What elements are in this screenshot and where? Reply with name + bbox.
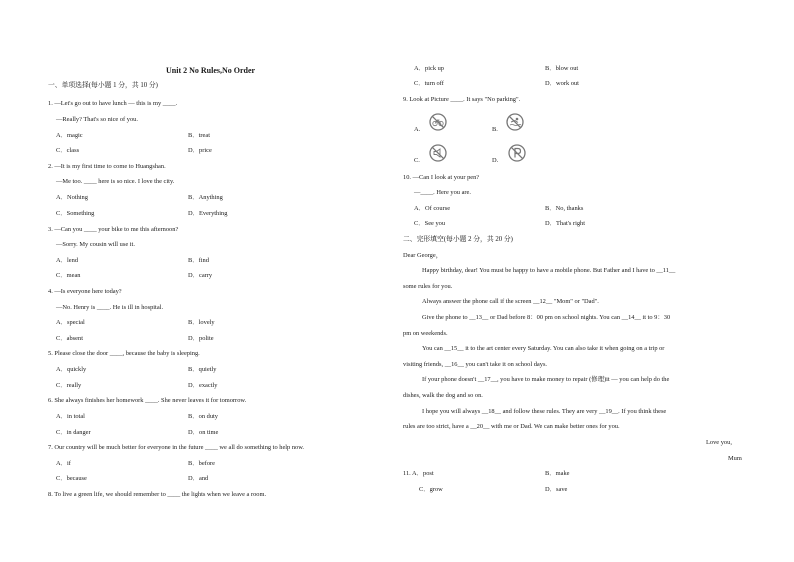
passage-line: dishes, walk the dog and so on.: [403, 392, 483, 399]
q10-option-b[interactable]: B．No, thanks: [545, 205, 584, 212]
no-horn-icon: [429, 144, 447, 162]
q2-reply: —Me too. ____ here is so nice. I love the city.: [56, 178, 175, 185]
q10-stem: 10. —Can I look at your pen?: [403, 174, 480, 181]
passage-line: Always answer the phone call if the screen __12__ "Mom" or "Dad".: [422, 298, 599, 305]
q4-option-a[interactable]: A．special: [56, 319, 85, 326]
q3-reply: —Sorry. My cousin will use it.: [56, 241, 135, 248]
q6-option-d[interactable]: D．on time: [188, 429, 219, 436]
q11-option-c[interactable]: C．grow: [419, 486, 443, 493]
q8-option-a[interactable]: A．pick up: [414, 65, 444, 72]
right-column: [400, 0, 790, 562]
q8-option-b[interactable]: B．blow out: [545, 65, 579, 72]
q7-option-c[interactable]: C．because: [56, 475, 87, 482]
passage-line: rules are too strict, have a __20__ with me or Dad. We can make better ones for you.: [403, 423, 620, 430]
q8-option-c[interactable]: C．turn off: [414, 80, 444, 87]
letter-closing: Love you,: [706, 439, 732, 446]
q1-stem: 1. —Let's go out to have lunch — this is my ____.: [48, 100, 178, 107]
q6-stem: 6. She always finishes her homework ____. She never leaves it for tomorrow.: [48, 397, 247, 404]
q11-option-b[interactable]: B．make: [545, 470, 570, 477]
q3-option-d[interactable]: D．carry: [188, 272, 213, 279]
q5-option-d[interactable]: D．exactly: [188, 382, 218, 389]
q1-option-a[interactable]: A．magic: [56, 132, 83, 139]
q4-option-d[interactable]: D．polite: [188, 335, 214, 342]
q4-stem: 4. —Is everyone here today?: [48, 288, 122, 295]
passage-line: visiting friends, __16__ you can't take it on school days.: [403, 361, 548, 368]
no-bicycle-icon: [429, 113, 447, 131]
q2-option-d[interactable]: D．Everything: [188, 210, 228, 217]
q10-option-c[interactable]: C．See you: [414, 220, 446, 227]
q8-stem: 8. To live a green life, we should remember to ____ the lights when we leave a room.: [48, 491, 267, 498]
left-column: [0, 0, 390, 562]
q4-option-b[interactable]: B．lovely: [188, 319, 215, 326]
q6-option-b[interactable]: B．on duty: [188, 413, 219, 420]
q7-option-b[interactable]: B．before: [188, 460, 215, 467]
q2-stem: 2. —It is my first time to come to Huangshan.: [48, 163, 166, 170]
passage-line: pm on weekends.: [403, 330, 448, 337]
q9-option-a[interactable]: A.: [414, 126, 421, 133]
q9-option-d[interactable]: D.: [492, 157, 499, 164]
q11-option-d[interactable]: D．save: [545, 486, 568, 493]
q3-option-b[interactable]: B．find: [188, 257, 209, 264]
q3-option-c[interactable]: C．mean: [56, 272, 81, 279]
q3-option-a[interactable]: A．lend: [56, 257, 79, 264]
q9-option-b[interactable]: B.: [492, 126, 498, 133]
q5-stem: 5. Please close the door ____, because the baby is sleeping.: [48, 350, 200, 357]
q5-option-a[interactable]: A．quickly: [56, 366, 87, 373]
q10-option-d[interactable]: D．That's right: [545, 220, 586, 227]
q1-option-d[interactable]: D．price: [188, 147, 212, 154]
page-title: Unit 2 No Rules,No Order: [166, 66, 256, 75]
q7-option-a[interactable]: A．if: [56, 460, 71, 467]
q1-option-c[interactable]: C．class: [56, 147, 80, 154]
q5-option-c[interactable]: C．really: [56, 382, 82, 389]
q7-stem: 7. Our country will be much better for everyone in the future ____ we all do something to help now.: [48, 444, 305, 451]
letter-greeting: Dear George，: [403, 252, 443, 259]
section-heading-1: 一、单项选择(每小题 1 分，共 10 分): [48, 82, 158, 89]
q6-option-a[interactable]: A．in total: [56, 413, 85, 420]
q5-option-b[interactable]: B．quietly: [188, 366, 217, 373]
q11-option-a[interactable]: 11. A．post: [403, 470, 434, 477]
q2-option-c[interactable]: C．Something: [56, 210, 95, 217]
q9-option-c[interactable]: C.: [414, 157, 420, 164]
q4-option-c[interactable]: C．absent: [56, 335, 83, 342]
q1-option-b[interactable]: B．treat: [188, 132, 211, 139]
q2-option-b[interactable]: B．Anything: [188, 194, 223, 201]
passage-line: If your phone doesn't __17__, you have to make money to repair (修理)it — you can help do the: [422, 376, 670, 383]
passage-line: Happy birthday, dear! You must be happy to have a mobile phone. But Father and I have to __11__: [422, 267, 676, 274]
passage-line: You can __15__ it to the art center every Saturday. You can also take it when going on a trip or: [422, 345, 665, 352]
no-swimming-icon: [506, 113, 524, 131]
q8-option-d[interactable]: D．work out: [545, 80, 579, 87]
q7-option-d[interactable]: D．and: [188, 475, 209, 482]
section-heading-2: 二、完形填空(每小题 2 分，共 20 分): [403, 236, 513, 243]
no-parking-icon: [508, 144, 526, 162]
passage-line: some rules for you.: [403, 283, 453, 290]
q9-stem: 9. Look at Picture ____. It says "No parking".: [403, 96, 521, 103]
q4-reply: —No. Henry is ____. He is ill in hospital.: [56, 304, 164, 311]
letter-signature: Mum: [728, 455, 742, 462]
q10-option-a[interactable]: A．Of course: [414, 205, 451, 212]
q3-stem: 3. —Can you ____ your bike to me this afternoon?: [48, 226, 179, 233]
q6-option-c[interactable]: C．in danger: [56, 429, 91, 436]
q1-reply: —Really? That's so nice of you.: [56, 116, 138, 123]
q2-option-a[interactable]: A．Nothing: [56, 194, 88, 201]
passage-line: I hope you will always __18__ and follow these rules. They are very __19__. If you think these: [422, 408, 667, 415]
passage-line: Give the phone to __13__ or Dad before 8：00 pm on school nights. You can __14__ it to 9：30: [422, 314, 671, 321]
q10-reply: —____. Here you are.: [414, 189, 471, 196]
